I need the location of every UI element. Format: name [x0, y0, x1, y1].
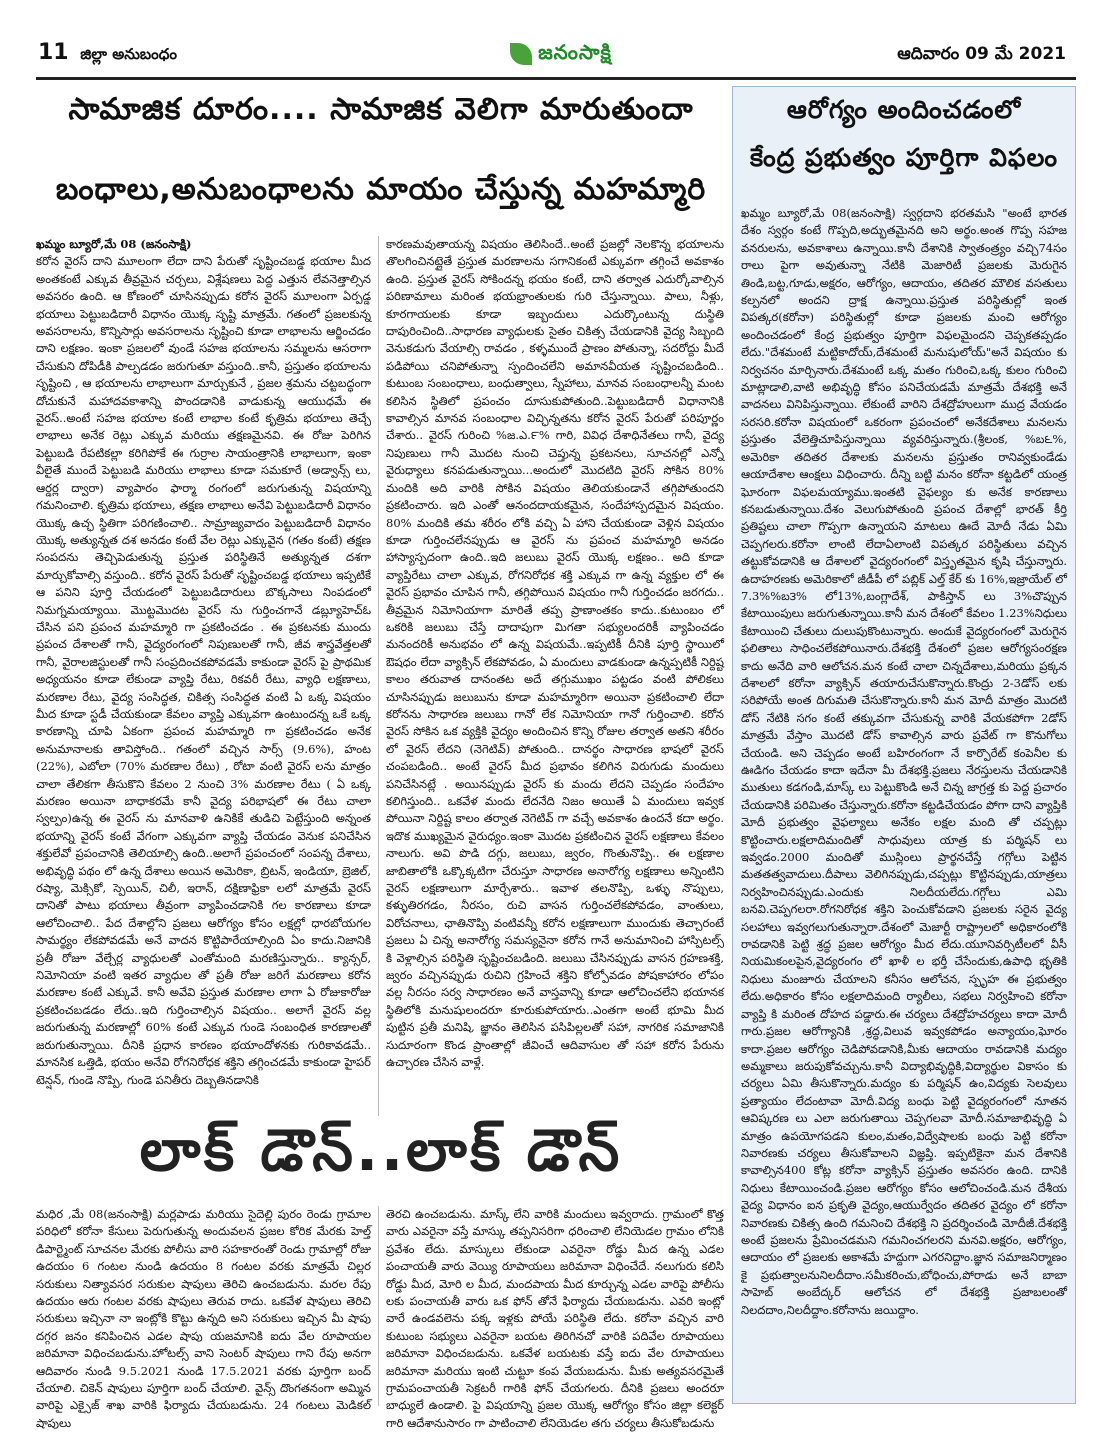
main-article-area: [36, 86, 726, 1430]
edition-date: ఆదివారం 09 మే 2021: [897, 44, 1066, 64]
article2-body-col1: మధిర ,మే 08(జనంసాక్షి) మర్లపాడు మరియు సైదెల్లి పురం రెండు గ్రామాల పరిధిలో కరోనా కేసులు పెరుగుతున్న అందువలన ప్రజల కోరిక మేరకు హెల్త్ డిపార్ట్మెంట్ సూచనల మేరకు పోలీసు వారి సహకారంతో రెండు గ్రామాల్లో రోజు ఉదయం 6 గంటల నుండి ఉదయం 8 గంటల వరకు మాత్రమే చిల్లర సరుకులు నిత్యావసర సరుకుల షాపులు తెరిచి ఉంచబడును. మరల రేపు ఉదయం ఆరు గంటల వరకు షాపులు తెరువ రాదు. ఒకవేళ షాపులు తెరిచి సరుకులు ఇచ్చినా నా ఇంట్లోకి కొట్టు ఉన్నది అని సరుకులు ఇచ్చిన మీ షాపు దగ్గర జనం కనిపించిన ఎడల షాపు యజమానికి ఐదు వేల రూపాయల జరిమానా విధించబడును.హోటల్స్ వాని సెంటర్ షాపులు గాని రేపు అనగా ఆదివారం నుండి 9.5.2021 నుండి 17.5.2021 వరకు పూర్తిగా బంద్ చేయాలి. చికెన్ షాపులు పూర్తిగా బంద్ చేయాలి. వైన్స్ దొంగతనంగా అమ్మిన వారిపై ఎక్సైజ్ శాఖ వారికి ఫిర్యాదు చేయబడును. 24 గంటలు మెడికల్ షాపులు: [36, 1207, 371, 1430]
page-number-value: 11: [38, 40, 69, 65]
article1-headline-line2: బంధాలు,అనుబంధాలను మాయం చేస్తున్న మహమ్మారి: [55, 172, 707, 207]
article2-column-2: [386, 1206, 724, 1430]
section-name: జిల్లా అనుబంధం: [80, 45, 177, 63]
page-number: [38, 40, 177, 67]
sidebar-article-box: [732, 86, 1076, 1404]
article2-headline: లాక్ డౌన్..లాక్ డౌన్: [139, 1116, 623, 1184]
article3-column: [741, 205, 1067, 1397]
article1-dateline: ఖమ్మం బ్యూరో,మే 08 (జనంసాక్షి): [36, 237, 192, 251]
article1-body-col1: కరోన వైరస్ దాని మూలంగా లేదా దాని పేరుతో సృష్టించబడ్డ భయాల మీద అంతకంటే ఎక్కువ తీవ్రమైన చర్చలు, విశ్లేషణలు పెద్ద ఎత్తున లేవనెత్తాల్సిన అవసరం ఉంది. ఆ కోణంలో చూసినప్పుడు కరోన వైరస్ మూలంగా ఏర్పడ్డ భయాలు పెట్టుబడిదారీ విధానం యొక్క సృష్టి మాత్రమే. గతంలో ప్రజలకున్న అవసరాలను, కొన్నిసార్లు అవసరాలను సృష్టించి కూడా లాభాలను ఆర్జించడం దాని లక్షణం. ఇంకా ప్రజలలో వుండే సహజ భయాలను సమ్మలను ఆసరాగా చేసుకుని దోపిడీకి పాల్పడడం జరుగుతూ వస్తుంది..కానీ, ప్రస్తుతం భయాలను సృష్టించి , ఆ భయాలను లాభాలుగా మార్చుకునే , ప్రజల శ్రమను చట్టబద్ధంగా దోచుకునే మహాదవకాశాన్ని పొందడానికి వాడుకున్న ఆయుధమే ఈ వైరస్..అంటే సహజ భయాల కంటే లాభాల కంటే కృత్రిమ భయాలు తెచ్చే లాభాలు అనేక రెట్లు ఎక్కువ మరియు తక్షణమైనవి. ఈ రోజు పెరిగిన పెట్టుబడి రేపటికల్లా కరిగిపోకే ఈ గుర్రాల సాయంత్రానికి లాభాలుగా, ఇంకా వీలైతే ముందే పెట్టుబడి మరియు లాభాలు కూడా సమకూరే (అడ్వాన్స్ లు, ఆర్డర్ల ద్వారా) వ్యాపారం ఫార్మా రంగంలో జరుగుతున్న విషయాన్ని గమనించాలి. కృత్రిమ భయాలు, తక్షణ లాభాలు అనేవి పెట్టుబడిదారీ విధానం యొక్క ఉచ్ఛ స్థితిగా పరిగణించాలి.. సామ్రాజ్యవాదం పెట్టుబడిదారీ విధానం యొక్క అత్యున్నత దశ అనడం కంటే వేల రెట్లు ఎక్కువైన (గతం కంటే) తక్షణ సంపదను తెచ్చిపెడుతున్న ప్రస్తుత పరిస్థితినే అత్యున్నత దశగా మార్చుకోవాల్సి వస్తుంది.. కరోన వైరస్ పేరుతో సృష్టించబడ్డ భయాలు ఇప్పటికే ఆ పనిని పూర్తి చేయడంలో పెట్టుబడిదారులు బొక్కసాలు నింపడంలో నిమగ్నమయ్యాయి. మొట్టమొదట వైరస్ ను గుర్తించగానే డబ్ల్యూహెచ్ఓ చేసిన పని ప్రపంచ మహమ్మారి గా ప్రకటించడం . ఈ ప్రకటనకు ముందు ప్రపంచ దేశాలతో గానీ, వైద్యరంగంలో నిపుణులతో గానీ, జీవ శాస్త్రవేత్తలతో గానీ, వైరాలజిస్టులతో గానీ సంప్రదించకపోవడమే కాకుండా వైరస్ పై ప్రాథమిక అధ్యయనం కూడా లేకుండా వ్యాప్తి రేటు, రికవరీ రేటు, వ్యాధి లక్షణాలు, మరణాల రేటు, వైద్య సంసిద్ధత, చికిత్స సంసిద్ధత వంటి ఏ ఒక్క విషయం మీద కూడా స్టడీ చేయకుండా కేవలం వ్యాప్తి ఎక్కువగా ఉంటుందన్న ఒకే ఒక్క కారణాన్ని చూపి ఏకంగా ప్రపంచ మహమ్మారి గా ప్రకటించడం అనేక అనుమానాలకు తావిస్తోంది.. గతంలో వచ్చిన సార్స్ (9.6%), హంట (22%), ఎబోలా (70% మరణాల రేటు) , రోటా వంటి వైరస్ లను మాత్రం చాలా తేలికగా తీసుకొని కేవలం 2 నుంచి 3% మరణాల రేటు ( ఏ ఒక్క మరణం అయినా బాధాకరమే కానీ వైద్య పరిభాషలో ఈ రేటు చాలా స్వల్పం)ఉన్న ఈ వైరస్ ను మానవాళి ఉనికికే తుడిచి పెట్టేస్తుంది అన్నంత భయాన్ని వైరస్ కంటే వేగంగా ఎక్కువగా వ్యాప్తి చేయడం వెనుక పనిచేసిన శక్తులేవో ప్రపంచానికి తెలియాల్సి ఉంది..అలాగే ప్రపంచంలో సంపన్న దేశాలు, అభివృద్ధి పథం లో ఉన్న దేశాలు అయిన అమెరికా, బ్రిటన్, ఇండియా, బ్రెజిల్, రష్యా, మెక్సికో, స్పెయిన్, చిలీ, ఇరాన్, దక్షిణాఫ్రికా లలో మాత్రమే వైరస్ దానితో పాటు భయాలు తీవ్రంగా వ్యాపించడానికి గల కారణాలు కూడా ఆలోచించాలి.. పేద దేశాల్లోని ప్రజలు ఆరోగ్యం కోసం లక్షల్లో ధారబోయగల సామర్థ్యం లేకపోవడమే అనే వాదన కొట్టిపారేయాల్సింది ఏం కాదు.నిజానికి ప్రతీ రోజూ వేల్చేర్ల వ్యాధులతో ఎంతోమంది మరణిస్తున్నారు.. క్యాన్సర్, నిమోనియా వంటి ఇతర వ్యాధుల తో ప్రతీ రోజు జరిగే మరణాలు కరోన మరణాల కంటే ఎక్కువే. కానీ అవేవి ప్రస్తుత మరణాల లాగా ఏ రోజుకారోజు ప్రకటించబడడం లేదు..ఇది గుర్తించాల్సిన విషయం.. అలాగే వైరస్ వల్ల జరుగుతున్న మరణాల్లో 60% కంటే ఎక్కువ గుండె సంబంధిత కారణాలతో జరుగుతున్నాయి. దీనికి ప్రధాన కారణం భయాందోళనకు గురికావడమే.. మానసిక ఒత్తిడి, భయం అనేవి రోగనిరోధక శక్తిని తగ్గించడమే కాకుండా హైపర్ టెన్షన్, గుండె నొప్పి, గుండె పనితీరు దెబ్బతినడానికి: [36, 254, 371, 1087]
article3-headline-line1: ఆరోగ్యం అందించడంలో: [786, 95, 1022, 124]
article1-column-2: [386, 236, 724, 1136]
newspaper-logo: [476, 34, 646, 74]
masthead: [36, 30, 1076, 80]
logo-text: జనంసాక్షి: [538, 39, 612, 64]
article1-headline-line1: సామాజిక దూరం.... సామాజిక వెలిగా మారుతుందా: [68, 92, 694, 127]
article1-body-col2: కారణమవుతాయన్న విషయం తెలిసిందే..అంటే ప్రజల్లో నెలకొన్న భయాలను తొలగించినట్లైతే ప్రస్తుత మరణాలను సగానికంటే ఎక్కువగా తగ్గించే అవకాశం ఉంది. ప్రస్తుత వైరస్ సోకిందన్న భయం కంటే, దాని తర్వాత ఎదుర్కోవాల్సిన పరిణామాలు మరింత భయభ్రాంతులకు గురి చేస్తున్నాయి. పాలు, నీళ్లు, కూరగాయలకు కూడా ఇబ్బందులు ఎదుర్కొంటున్న దుస్థితి దాపురించింది..సాధారణ వ్యాధులకు సైతం చికిత్స చేయడానికి వైద్య సిబ్బంది వెనుకడుగు వేయాల్సి రావడం , కళ్ళముందే ప్రాణం పోతున్నా, సదరోద్దు మీదే పడిపోయి చనిపోతున్నా స్పందించలేని అమానవీయత సృష్టించబడింది.. కుటుంబ సంబంధాలు, బంధుత్వాలు, స్నేహాలు, మానవ సంబంధాలన్నీ మంట కలిసిన స్థితిలో ప్రపంచం దూసుకుపోతుంది..పెట్టుబడిదారీ విధానానికి కావాల్సిన మానవ సంబంధాల విచ్ఛిన్నతను కరోన వైరస్ పేరుతో పరిపూర్ణం చేశారు.. వైరస్ గురించి %జ.ఎ.౯% గారి, వివిధ దేశాధినేతలు గానీ, వైద్య నిపుణులు గానీ మొదట నుంచి చెప్తున్న ప్రకటనలు, సూచనల్లో ఎన్నో వైరుధ్యాలు కనపడుతున్నాయి...అందులో మొదటిది వైరస్ సోకిన 80% మందికి అది వారికి సోకిన విషయం తెలియకుండానే తగ్గిపోతుందని ప్రకటించారు. ఇది ఎంతో ఆనందదాయకమైన, సందేహాస్పదమైన విషయం. 80% మందికి తమ శరీరం లోకి వచ్చి ఏ హాని చేయకుండా వెళ్లిన విషయం కూడా గుర్తించలేనప్పుడు ఆ వైరస్ ను ప్రపంచ మహమ్మారి అనడం హాస్యాస్పదంగా ఉంది..ఇది జలుబు వైరస్ యొక్క లక్షణం.. అది కూడా వ్యాప్తిరేటు చాలా ఎక్కువ, రోగనిరోధక శక్తి ఎక్కువ గా ఉన్న వ్యక్తుల లో ఈ వైరస్ ప్రభావం చూపిన గానీ, తగ్గిపోయిన విషయం గానీ గుర్తించడం జరగదు.. తీవ్రమైన నిమోనియాగా మారితే తప్ప ప్రాణాంతకం కాదు..కుటుంబం లో ఒకరికి జలుబు చేస్తే దాదాపుగా మిగతా సభ్యులందరికీ వ్యాపించడం మనందరికీ అనుభవం లో ఉన్న విషయమే..ఇప్పటికీ దీనికి పూర్తి స్థాయిలో ఔషధం లేదా వ్యాక్సిన్ లేకపోవడం, ఏ మందులు వాడకుండా ఉన్నప్పటికీ నిర్దిష్ట కాలం తరువాత దానంతట అదే తగ్గుముఖం పట్టడం వంటి పోలికలు చూసినప్పుడు జలుబును కూడా మహమ్మారిగా అయినా ప్రకటించాలి లేదా కరోనను సాధారణ జలుబు గానో లేక నిమోనియా గానో గుర్తించాలి. కరోన వైరస్ సోకిన ఒక వ్యక్తికి వైద్యం అందించిన కొన్ని రోజుల తర్వాత అతని శరీరం లో వైరస్ లేదని (నెగెటివ్) పోతుంది.. దానర్థం సాధారణ భాషలో వైరస్ చంపబడింది.. అంటే వైరస్ మీద ప్రభావం కలిగిన విరుగుడు మందులు పనిచేసినట్లే . అయినప్పుడు వైరస్ కు మందు లేదని చెప్పడం సందేహం కలిగిస్తుంది.. ఒకవేళ మందు లేదనేది నిజం అయితే ఏ మందులు ఇవ్వక పోయినా నిర్దిష్ట కాలం తర్వాత నెగెటివ్ గా వచ్చే అవకాశం ఉందనే కదా అర్థం. ఇదొక ముఖ్యమైన వైరుధ్యం.ఇంకా మొదట ప్రకటించిన వైరస్ లక్షణాలు కేవలం నాలుగు. అవి పొడి దగ్గు, జలుబు, జ్వరం, గొంతునొప్పి.. ఈ లక్షణాల జాబితాలోకి ఒక్కొక్కటిగా చేరుస్తూ సాధారణ అనారోగ్య లక్షణాలు అన్నింటిని వైరస్ లక్షణాలుగా మార్చేశారు.. ఇవాళ తలనొప్పి, ఒళ్ళు నొప్పులు, కళ్ళుతిరగడం, నీరసం, రుచి వాసన గుర్తించలేకపోవడం, వాంతులు, విరోచనాలు, ఛాతినొప్పి వంటివన్నీ కరోన లక్షణాలుగా ముందుకు తెచ్చారంటే ప్రజలు ఏ చిన్న అనారోగ్య సమస్యనైనా కరోన గానే అనుమానించి హాస్పిటల్స్ కి వెళ్లాల్సిన పరిస్థితి సృష్టించబడింది. జలుబు చేసినప్పుడు వాసన గ్రహణశక్తి, జ్వరం వచ్చినప్పుడు రుచిని గ్రహించే శక్తిని కోల్పోవడం పోషకాహారం లోపం వల్ల నీరసం సర్వ సాధారణం అనే వాస్తవాన్ని కూడా ఆలోచించలేని భయానక స్థితిలోకి మనుషులందరూ కూరుకుపోయారు..ఎంతగా అంటే భూమి మీద పుట్టిన ప్రతీ మనిషి, జ్ఞానం తెలిసిన పసిపిల్లలతో సహా, నాగరిక సమాజానికి సుదూరంగా కొండ ప్రాంతాల్లో జీవించే ఆదివాసుల తో సహా కరోన పేరును ఉచ్చారణ చేసిన వాళ్లే.: [386, 237, 724, 1070]
article3-headline-line2: కేంద్ర ప్రభుత్వం పూర్తిగా విఫలం: [749, 143, 1059, 172]
column-divider: [378, 1206, 379, 1406]
article2-column-1: [36, 1206, 371, 1430]
article3-body: ఖమ్మం బ్యూరో,మే 08(జనంసాక్షి) స్వర్గదాని భరతమసి "అంటే భారత దేశం స్వర్గం కంటే గొప్పది,అద్భుతమైనది అని అర్థం.అంత గొప్ప సహజ వనరులను, అవకాశాలు ఉన్నాయి.కానీ దేశానికి స్వాతంత్ర్యం వచ్చి74సం రాలు పైగా అవుతున్నా నేటికి మెజారిటీ ప్రజలకు మెరుగైన తిండి,బట్ట,గూడు,అక్షరం, ఆరోగ్యం, ఆదాయం, తదితర మౌలిక వసతులు కల్పనలో అందని ద్రాక్ష ఉన్నాయి.ప్రస్తుత పరిస్థితుల్లో ఇంత విపత్కర(కరోనా) పరిస్థితుల్లో కూడా ప్రజలకు మంచి ఆరోగ్యం అందించడంలో కేంద్ర ప్రభుత్వం పూర్తిగా విఫలమైందని చెప్పకతప్పడం లేదు."దేశమంటే మట్టికాదోయ్,దేశమంటే మనుషులోయ్"అనే విషయం కు నిర్వచనం మార్చినారు.దేశమంటే ఒక్క మతం గురించి,ఒక్క కులం గురించి మాట్లాడాలి,వాటి అభివృద్ధి కోసం పనిచేయడమే మాత్రమే దేశభక్తి అనే వాదనలు వినిపిస్తున్నాయి. లేకుంటే వారిని దేశద్రోహులుగా ముద్ర వేయడం సరసరి.కరోనా విషయంలో ఒకరంగా ప్రపంచంలో అనేకదేశాలు మనలను ప్రస్తుతం వేలెత్తిచూపిస్తున్నాయి వ్యవరిస్తున్నారు.(శ్రీలంక, %బ౬%, అమెరికా తదితర దేశాలకు మనలను ప్రస్తుతం రానివ్వకుండేడు ఆయాదేశాల ఆంక్షలు విధించారు. దీన్ని బట్టి మనం కరోనా కట్టడిలో యంత్ర ఘోరంగా విఫలమయ్యాము.ఇంతటి వైఫల్యం కు అనేక కారణాలు కనబడుతున్నాయి.దేశం వెలుగుపోతుంది ప్రపంచ దేశాల్లో భారత్ కీర్తి ప్రతిష్టలు చాలా గొప్పగా ఉన్నాయని మాటలు ఊదే మోదీ నేడు ఏమి చెప్పగలరు.కరోనా లాంటి లేదాఏలాంటి విపత్కర పరిస్థితులు వచ్చిన తట్టుకోవడానికి ఆ దేశాలలో వైద్యరంగంలో విస్తృతమైన కృషి చేస్తున్నారు. ఉదాహరణకు అమెరికాలో జీడీపీ లో పబ్లిక్ ఎల్త్ కేర్ కు 16%,ఇజ్రాయేల్ లో 7.3%%బ౩% లో13%,బంగ్లాదేశ్, పాకిస్తాన్ లు 3%చొప్పున కేటాయింపులు జరుగుతున్నాయి.కానీ మన దేశంలో కేవలం 1.23%నిధులు కేటాయించి చేతులు దులుపుకొంటున్నారు. అందుకే వైద్యరంగంలో మెరుగైన ఫలితాలు సాధించలేకపోయినారు.దేశభక్తి దేశంలో ప్రజల ఆరోగ్యసంరక్షణ కాదు అనేది వారి ఆలోచన.మన కంటే చాలా చిన్నదేశాలు,మరియు ప్రక్కన దేశాలలో కరోనా వ్యాక్సిన్ తయారుచేసుకొన్నారు.కొంద్రు 2-3డోస్ లకు సరిపోయే అంత దిగుమతి చేసుకొన్నారు.కానీ మన మోదీ మాత్రం మొదటి డోస్ నేటికి సగం కంటే తక్కువగా చేసుకున్న వారికి వేయకపోగా 2డోస్ మాత్రమే వేస్తాం మొదటి డోస్ కావాల్సిన వారు ప్రవేట్ గా కొనుగోలు చేయండి. అని చెప్పడం అంటే బహిరంగంగా నే కార్పొరేట్ కంపెనీల కు ఊడిగం చేయడం కాదా ఇదేనా మీ దేశభక్తి.ప్రజలు నేరస్తులను చేయడానికి ముతులు కడగండి,మాస్క్ లు పెట్టుకొండి అనే చిన్న జాగ్రత్త కు పెద్ద ప్రచారం చేయడానికి పరిమితం చేస్తున్నారు.కరోనా కట్టడిచేయడం పోగా దాని వ్యాప్తికి మోదీ ప్రభుత్వం వైఫల్యాలు అనేకం లక్షల మంది తో చప్పట్లు కొట్టించారు.లక్షలాదిమందితో సాధువులు యాత్ర కు పర్మిషన్ లు ఇవ్వడం.2000 మందితో ముస్లింలు ప్రార్థనచేస్తే గగ్గోలు పెట్టిన మతతత్వవాదులు.దీపాలు వెలిగినప్పుడు,చప్పట్లు కొట్టినప్పుడు,యాత్రలు నిర్వహించినప్పుడు.ఎందుకు నిలదీయలేదు.గగ్గోలు ఎమి బనవి.చెప్పగలరా.రోగనిరోధక శక్తిని పెంచుకోవడాని ప్రజలకు సరైన వైద్య సలహాలు ఇవ్వగలుగుతున్నారా.దేశంలో మెజార్టీ రాష్ట్రాలలో అధికారంలోకి రావడానికి పెట్టి శ్రద్ధ ప్రజల ఆరోగ్యం మీద లేదు.యూనివర్సిటీలలో వీసీ నియమికంలపైన,వైద్యరంగం లో ఖాళీ ల భర్తీ చేసేందుకు,ఉపాధి భృతికి నిధులు మంజూరు చేయాలని కనీసం ఆలోచన, స్పృహ ఈ ప్రభుత్వం లేదు.అధికారం కోసం లక్షలాదిమంది ర్యాలీలు, సభలు నిర్వహించి కరోనా వ్యాప్తి కి మరింత దోహద పడ్డారు.ఈ చర్యలు దేశద్రోహచర్యలు కాదా మోదీ గారు.ప్రజల ఆరోగ్యానికి ,శ్రద్ధ,విలువ ఇవ్వకపోడం అన్యాయం,ఘోరం కాదా.ప్రజల ఆరోగ్యం చెడిపోవడానికి,మీకు ఆదాయం రావడానికి మద్యం అమ్మకాలు జరుపుకోవచ్చును.కానీ విద్యాభివృద్ధికి,విద్యార్థుల వికాసం కు చర్యలు ఏమి తీసుకొన్నారు.మద్యం కు పర్మిషన్ ఉం,విద్యకు సెలవులు ప్రత్యాయం లేదంటావా మోదీ.విద్య బంధు పెట్టి వైద్యరంగంలో నూతన ఆవిష్కరణ లు ఎలా జరుగుతాయి చెప్పగలవా మోదీ.సమాజాభివృద్ధి ఏ మాత్రం ఉపయోగపడని కులం,మతం,విద్వేషాలకు బంధు పెట్టి కరోనా నివారణకు చర్యలు తీసుకోవాలని విజ్ఞప్తి. ఇప్పటికైనా మన దేశానికి కావాల్సిన400 కోట్ల కరోనా వ్యాక్సిన్ ప్రస్తుతం అవసరం ఉంది. దానికి నిధులు కేటాయించండి.ప్రజల ఆరోగ్యం కోసం ఆలోచించండి.మన దేశీయ వైద్య విధానం ఐన ప్రకృతి వైద్యం,ఆయుర్వేదం తదితర వైద్యం లో కరోనా నివారణకు చికిత్స ఉంది గమనించి దేశభక్తి ని ప్రదర్శించండి మోదీజీ.దేశభక్తి అంటే ప్రజలను ప్రేమించడమని గమనించగలరని మనవి.అక్షరం, ఆరోగ్యం, ఆదాయం లో ప్రజలకు అకాశమే హద్దుగా ఎగరనిద్దాం.జ్ఞాన సమాజనిర్మాణం కై ప్రభుత్వాలనునిలదీదాం.సమీకరించు,బోధించు,పోరాడు అనే బాబా సాహెబ్ అంబేద్కర్ ఆలోచన లో దేశభక్తి ప్రజాబలంతో నిలదదాం,నిలదీద్దాం.కరోనాను జయిద్దాం.: [741, 206, 1067, 1317]
leaf-icon: [510, 43, 532, 65]
article2-body-col2: తెరచి ఉంచబడును. మాస్క్ లేని వారికి మందులు ఇవ్వరాదు. గ్రామంలో కొత్త వారు ఎవరైనా వస్తే మాస్కు తప్పనిసరిగా ధరించాలి లేనియెడల గ్రామం లోనికి ప్రవేశం లేదు. మాస్కులు లేకుండా ఎవరైనా రోడ్డు మీద ఉన్న ఎడల పంచాయతీ వారు వెయ్యి రూపాయలు జరిమానా విధించేదే. నలుగురు కలిసి రోడ్డు మీద, మోరి ల మీద, మందపాయ మీద కూర్చున్న ఎడల వారిపై పోలీసు లకు పంచాయతీ వారు ఒక ఫోన్ తోనే ఫిర్యాదు చేయబడును. ఎవరి ఇంట్లో వారే ఉండవలెను పక్క ఇళ్లకు పోయే పరిస్థితి లేదు. కరోనా వచ్చిన వారి కుటుంబ సభ్యులు ఎవరైనా బయట తిరిగినచో వారికి పదివేల రూపాయలు జరిమానా విధించబడును. ఒకవేళ బయటకు వస్తే ఐదు వేల రూపాయలు జరిమానా మరియు ఇంటి చుట్టూ కంప వేయబడును. మీకు అత్యవసరమైతే గ్రామపంచాయతీ సెక్రటరీ గారికి ఫోన్ చేయగలరు. దీనికి ప్రజలు అందరూ బాధ్యులే ఉండాలి. పై విషయాన్ని ప్రజల యొక్క ఆరోగ్యం కోసం జిల్లా కలెక్టర్ గారి ఆదేశానుసారం గా పాటించాలి లేనియెడల తగు చర్యలు తీసుకోబడును: [386, 1207, 724, 1430]
article1-column-1: [36, 236, 371, 1136]
column-divider: [378, 236, 379, 1116]
newspaper-page: [36, 30, 1076, 1430]
